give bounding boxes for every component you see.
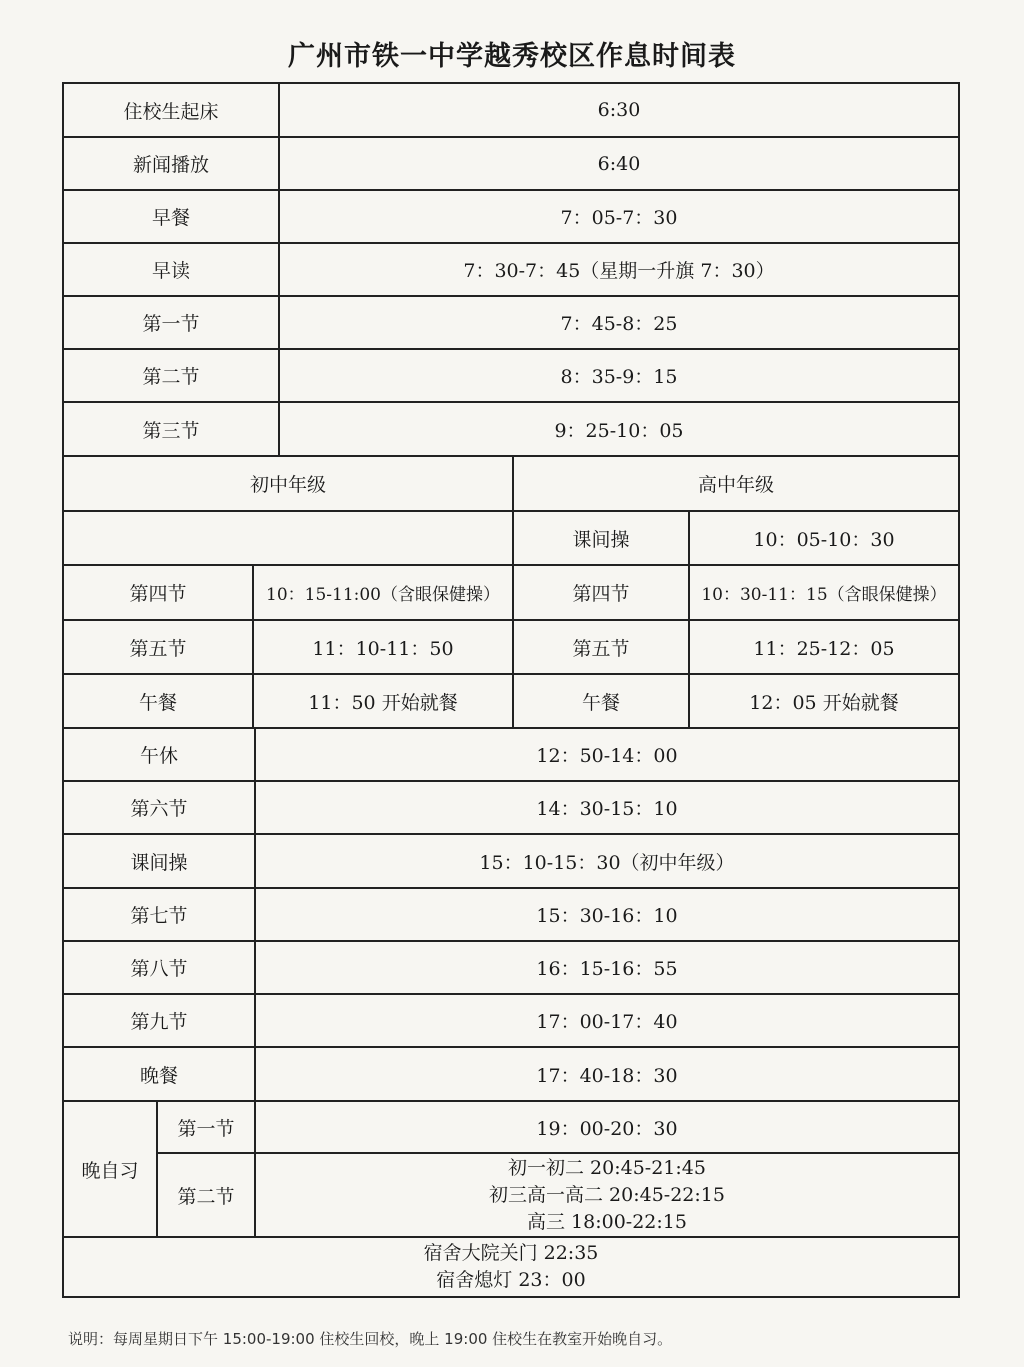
junior-label: 午餐 — [64, 675, 254, 729]
evening-second-label: 第二节 — [158, 1154, 256, 1238]
junior-time: 11：50 开始就餐 — [254, 675, 514, 729]
senior-break-time: 10：05-10：30 — [690, 512, 958, 566]
senior-label: 午餐 — [514, 675, 690, 729]
row-time: 6:40 — [280, 138, 958, 191]
row-label: 课间操 — [64, 835, 256, 889]
row-time: 7：05-7：30 — [280, 191, 958, 244]
row-label: 早读 — [64, 244, 280, 297]
row-time: 7：45-8：25 — [280, 297, 958, 350]
row-time: 14：30-15：10 — [256, 782, 958, 835]
schedule-table — [62, 82, 960, 1298]
row-time: 6:30 — [280, 84, 958, 138]
row-time: 12：50-14：00 — [256, 729, 958, 782]
row-label: 早餐 — [64, 191, 280, 244]
senior-label: 第四节 — [514, 566, 690, 621]
row-time: 15：30-16：10 — [256, 889, 958, 942]
junior-time: 10：15-11:00（含眼保健操） — [254, 566, 514, 621]
row-time: 17：40-18：30 — [256, 1048, 958, 1102]
senior-time: 12：05 开始就餐 — [690, 675, 958, 729]
evening-first-time: 19：00-20：30 — [256, 1102, 958, 1154]
evening-second-line: 高三 18:00-22:15 — [527, 1210, 687, 1233]
row-label: 第七节 — [64, 889, 256, 942]
evening-second-line: 初三高一高二 20:45-22:15 — [489, 1183, 725, 1206]
senior-header: 高中年级 — [514, 457, 958, 512]
row-label: 第二节 — [64, 350, 280, 403]
row-label: 午休 — [64, 729, 256, 782]
evening-label: 晚自习 — [64, 1102, 158, 1238]
row-label: 住校生起床 — [64, 84, 280, 138]
evening-second-line: 初一初二 20:45-21:45 — [508, 1156, 706, 1179]
junior-time: 11：10-11：50 — [254, 621, 514, 675]
senior-break-label: 课间操 — [514, 512, 690, 566]
page-title: 广州市铁一中学越秀校区作息时间表 — [288, 41, 736, 72]
row-time: 15：10-15：30（初中年级） — [256, 835, 958, 889]
row-label: 第六节 — [64, 782, 256, 835]
row-time: 16：15-16：55 — [256, 942, 958, 995]
dorm-line: 宿舍大院关门 22:35 — [423, 1242, 599, 1264]
senior-time: 10：30-11：15（含眼保健操） — [690, 566, 958, 621]
row-time: 7：30-7：45（星期一升旗 7：30） — [280, 244, 958, 297]
senior-time: 11：25-12：05 — [690, 621, 958, 675]
row-label: 晚餐 — [64, 1048, 256, 1102]
dorm-info — [64, 1238, 958, 1296]
evening-first-label: 第一节 — [158, 1102, 256, 1154]
row-label: 第一节 — [64, 297, 280, 350]
row-label: 第三节 — [64, 403, 280, 457]
dorm-line: 宿舍熄灯 23：00 — [436, 1269, 586, 1291]
junior-header: 初中年级 — [64, 457, 514, 512]
evening-second-times — [256, 1154, 958, 1238]
row-label: 新闻播放 — [64, 138, 280, 191]
row-label: 第八节 — [64, 942, 256, 995]
row-time: 17：00-17：40 — [256, 995, 958, 1048]
row-label: 第九节 — [64, 995, 256, 1048]
row-time: 8：35-9：15 — [280, 350, 958, 403]
junior-empty-cell — [64, 512, 514, 566]
junior-label: 第五节 — [64, 621, 254, 675]
footnote: 说明：每周星期日下午 15:00-19:00 住校生回校，晚上 19:00 住校生在教室开始晚自习。 — [68, 1330, 673, 1348]
row-time: 9：25-10：05 — [280, 403, 958, 457]
junior-label: 第四节 — [64, 566, 254, 621]
senior-label: 第五节 — [514, 621, 690, 675]
